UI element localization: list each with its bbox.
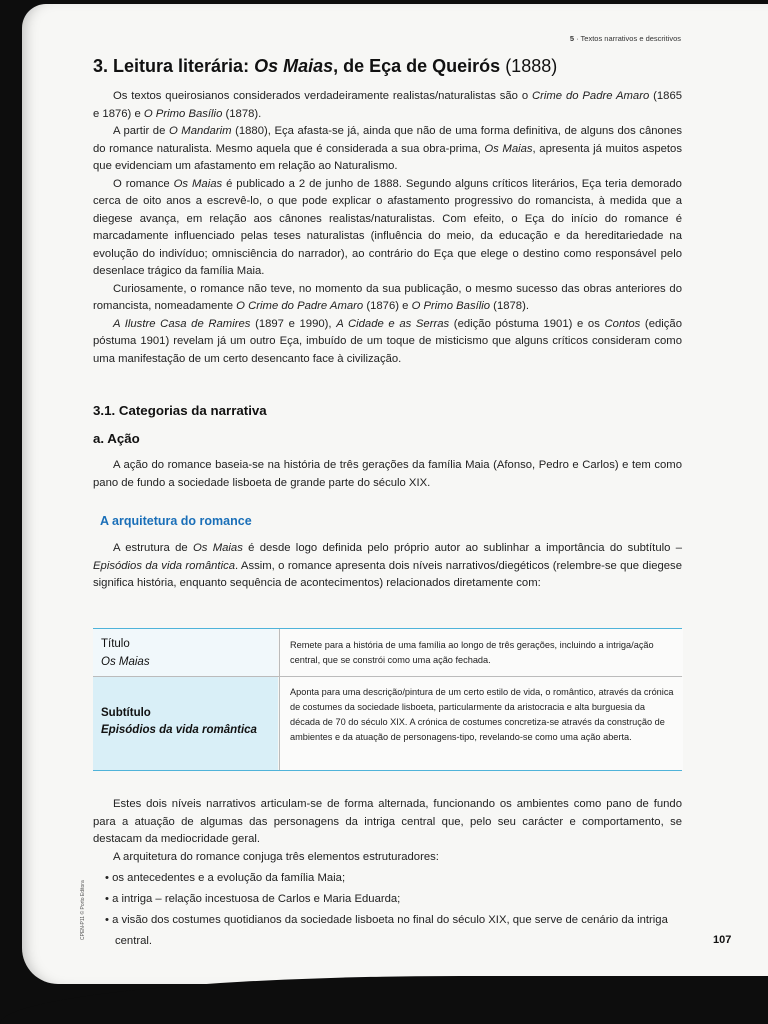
text-run-italic: O Mandarim [168, 125, 232, 137]
arquitetura-text [93, 540, 682, 593]
text-run: (1878). [490, 300, 529, 312]
section-heading: 3.1. Categorias da narrativa [93, 403, 267, 418]
table-desc-cell [279, 677, 683, 770]
arquitetura-paragraph [93, 540, 682, 593]
row-value: Os Maias [101, 656, 150, 668]
text-run: A partir de [113, 125, 169, 137]
after-table-paragraph-1: Estes dois níveis narrativos articulam-se de forma alternada, funcionando os ambientes como pano de fundo para a atuação de algumas das personagens da intriga central que, pelo seu carácter e comportamento, se destacam da mediocridade geral. [93, 798, 682, 845]
text-run-italic: Episódios da vida romântica [93, 559, 236, 572]
table-desc-cell [279, 629, 683, 676]
after-table-text [93, 796, 682, 866]
text-run-italic: A Ilustre Casa de Ramires [113, 317, 251, 330]
intro-paragraph-5 [93, 316, 682, 369]
text-run: (1897 e 1990), [250, 317, 337, 330]
chapter-title: · Textos narrativos e descritivos [576, 34, 681, 43]
row-description: Aponta para uma descrição/pintura de um certo estilo de vida, o romântico, através da crónica de costumes da sociedade lisboeta, particularmente da aristocracia e alta burguesia da década de 70 do século XIX. A crónica de costumes concretiza-se através da construção de ambientes e da atuação de personagens-tipo, revelando-se como uma ação aberta. [290, 687, 674, 742]
text-run-italic: O Crime do Padre Amaro [236, 300, 364, 312]
list-item: • os antecedentes e a evolução da família Maia; [93, 868, 682, 889]
text-run-italic: Os Maias [173, 177, 223, 190]
subsection-heading-acao: a. Ação [93, 431, 140, 446]
acao-paragraph: A ação do romance baseia-se na história de três gerações da família Maia (Afonso, Pedro e Carlos) e tem como pano de fundo a sociedade lisboeta de grande parte do século XIX. [93, 459, 682, 489]
side-credit: CPEN-P11 © Porto Editora [80, 880, 86, 940]
intro-paragraph-4 [93, 281, 682, 316]
structuring-elements-list [93, 868, 682, 952]
text-run: Os textos queirosianos considerados verdadeiramente realistas/naturalistas são o [113, 90, 532, 102]
intro-paragraph-1 [93, 88, 682, 123]
text-run: , apresenta já muitos aspetos que evidenciam um afastamento em relação ao Naturalismo. [93, 142, 682, 172]
row-value: Episódios da vida romântica [101, 724, 257, 736]
text-run: (edição póstuma 1901) e os [449, 317, 605, 330]
intro-paragraph-3 [93, 176, 682, 281]
list-item: • a intriga – relação incestuosa de Carlos e Maria Eduarda; [93, 889, 682, 910]
intro-text [93, 88, 682, 368]
narrative-levels-table [93, 628, 682, 771]
arquitetura-heading: A arquitetura do romance [100, 514, 252, 528]
table-row [93, 629, 682, 677]
text-run: (1876) e [363, 300, 412, 312]
table-row [93, 677, 682, 770]
text-run: é desde logo definida pelo próprio autor ao sublinhar a importância do subtítulo – [242, 542, 682, 554]
chapter-number: 5 [569, 34, 574, 43]
text-run: (1878). [222, 107, 262, 120]
text-run-italic: Os Maias [192, 542, 243, 554]
text-run: (1880), Eça afasta-se já, ainda que não de uma forma definitiva, de alguns dos cânones do romance naturalista. Mesmo aquela que é considerada a sua obra-prima, [93, 125, 683, 155]
text-run: . Assim, o romance apresenta dois níveis narrativos/diegéticos (relembre-se que diegese significa história, enquanto sequência de acontecimentos) relacionados diretamente com: [93, 559, 682, 589]
text-run: (1865 e 1876) e [93, 90, 683, 120]
intro-paragraph-2 [93, 123, 682, 176]
title-year: (1888) [505, 56, 558, 76]
text-run-italic: Os Maias [484, 142, 533, 155]
page-number: 107 [713, 934, 732, 946]
text-run: (edição póstuma 1901) revelam já um outro Eça, imbuído de um toque de misticismo que alguns críticos consideram como uma manifestação de um certo desencanto face à civilização. [93, 317, 682, 365]
title-prefix: 3. Leitura literária: [93, 56, 255, 76]
acao-text [93, 457, 682, 492]
table-label-cell [93, 677, 278, 770]
text-run-italic: Contos [604, 317, 641, 330]
text-run: O romance [113, 177, 174, 190]
text-run: é publicado a 2 de junho de 1888. Segundo alguns críticos literários, Eça teria demorado cerca de oito anos a escrevê-lo, o que pode explicar o afastamento progressivo do romancista, à medida que a diegese avança, em relação aos cânones realistas/naturalistas. Com efeito, o Eça do início do romance é marcadamente influenciado pelas teses naturalistas (influência do meio, da educação e da hereditariedade na evolução do indivíduo; omnisciência do narrador), ao contrário do Eça que elege o destino como responsável pelo desenlace trágico da família Maia. [93, 177, 682, 277]
title-work: Os Maias [254, 56, 334, 76]
page-title [93, 56, 557, 77]
text-run-italic: O Primo Basílio [411, 300, 491, 312]
text-run: A estrutura de [113, 542, 193, 554]
row-label: Título [101, 638, 130, 650]
running-header [570, 34, 681, 43]
text-run-italic: Crime do Padre Amaro [531, 90, 650, 102]
text-run: Curiosamente, o romance não teve, no momento da sua publicação, o mesmo sucesso das obras anteriores do romancista, nomeadamente [93, 282, 682, 312]
title-author: , de Eça de Queirós [333, 56, 506, 76]
list-item: • a visão dos costumes quotidianos da sociedade lisboeta no final do século XIX, que serve de cenário da intriga central. [93, 910, 682, 952]
text-run-italic: A Cidade e as Serras [336, 317, 450, 330]
text-run-italic: O Primo Basílio [143, 107, 223, 120]
table-label-cell [93, 629, 278, 676]
after-table-paragraph-2: A arquitetura do romance conjuga três elementos estruturadores: [113, 850, 439, 863]
row-label: Subtítulo [101, 707, 151, 719]
row-description: Remete para a história de uma família ao longo de três gerações, incluindo a intriga/ação central, que se constrói como uma ação fechada. [290, 640, 654, 665]
